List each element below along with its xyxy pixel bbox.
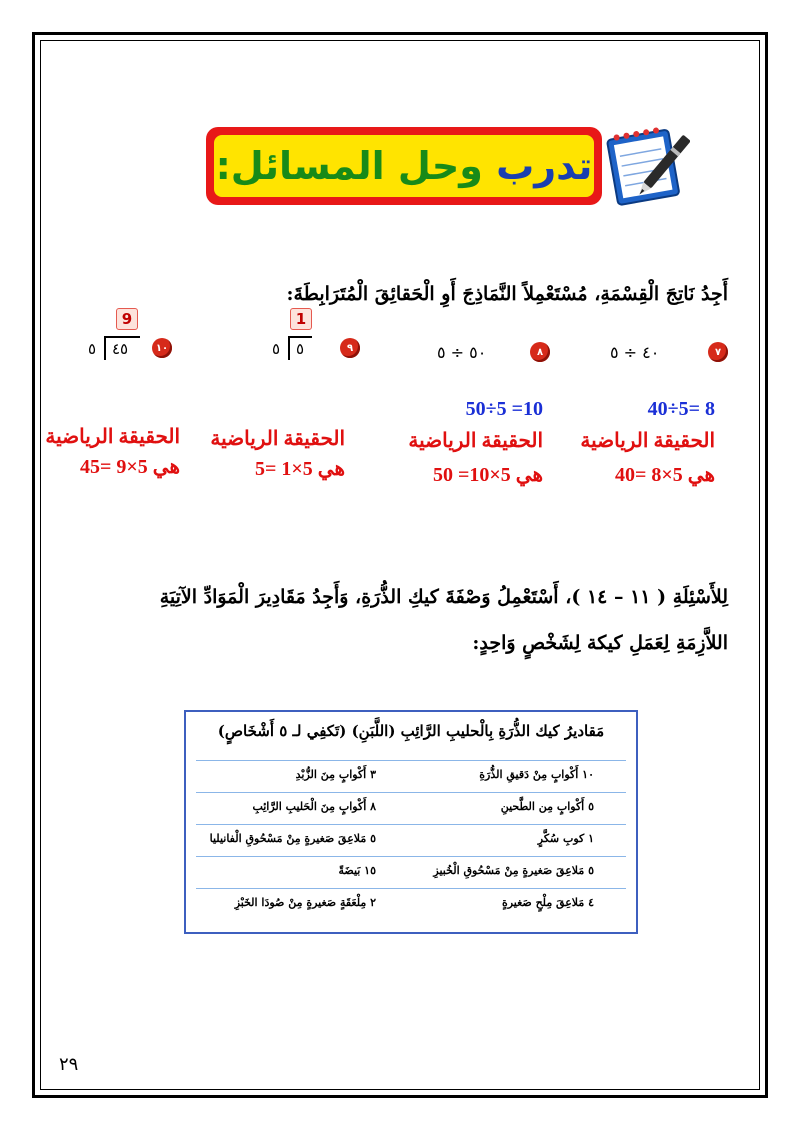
recipe-item: ١٥ بَيضَةً bbox=[338, 864, 376, 877]
exercise-9-fact: هي 5×1 =5 bbox=[254, 458, 345, 480]
exercise-7-badge: ٧ bbox=[708, 342, 728, 362]
title-banner bbox=[206, 127, 602, 205]
division-vinculum bbox=[104, 336, 140, 338]
table-row bbox=[196, 856, 626, 887]
exercise-8-answer-line: 50÷5 =10 bbox=[465, 398, 543, 420]
recipe-table bbox=[184, 710, 638, 934]
recipe-item: ٨ أَكْوابٍ مِنَ الْحَليبِ الرَّائِبِ bbox=[252, 800, 376, 813]
division-bracket bbox=[288, 336, 290, 360]
recipe-item: ٤ مَلاعِقَ مِلْحٍ صَغيرةٍ bbox=[501, 896, 594, 909]
exercise-8-fact: هي 5×10= 50 bbox=[432, 464, 543, 486]
exercise-9-fact-label: الحقيقة الرياضية bbox=[210, 428, 345, 450]
page-number: ٢٩ bbox=[59, 1054, 79, 1075]
question-2-line-2: اللاَّزِمَةِ لِعَمَلِ كيكة لِشَخْصٍ وَاحِدٍ: bbox=[472, 632, 728, 654]
exercise-10-divisor: ٥ bbox=[88, 340, 97, 358]
recipe-item: ٥ مَلاعِقَ صَغيرةٍ مِنْ مَسْحُوقِ الْخُبيزِ bbox=[433, 864, 594, 877]
exercise-10-fact-label: الحقيقة الرياضية bbox=[45, 426, 180, 448]
exercise-9-divisor: ٥ bbox=[272, 340, 281, 358]
exercise-10-badge: ١٠ bbox=[152, 338, 172, 358]
page-title bbox=[216, 144, 593, 188]
exercise-10-dividend: ٤٥ bbox=[112, 340, 129, 358]
question-1-instruction: أَجِدُ نَاتِجَ الْقِسْمَةِ، مُسْتَعْمِلاً النَّمَاذِجَ أَوِ الْحَقائِقَ الْمُتَرَابِطَةَ: bbox=[286, 283, 728, 305]
exercise-9-answer: 1 bbox=[290, 308, 312, 330]
recipe-item: ٢ مِلْعَقَةٍ صَغيرةٍ مِنْ صُودَا الخَبْزِ bbox=[234, 896, 376, 909]
notepad-pen-icon bbox=[600, 120, 690, 212]
recipe-item: ٥ مَلاعِقَ صَغيرةٍ مِنْ مَسْحُوقِ الْفانيليا bbox=[209, 832, 376, 845]
exercise-7-fact-label: الحقيقة الرياضية bbox=[580, 430, 715, 452]
recipe-title: مَقاديرُ كيك الذُّرَةِ بِالْحليبِ الرَّائِبِ (اللَّبَنِ) (تَكفِي لـ ٥ أَشْخَاصٍ) bbox=[217, 722, 605, 740]
table-row bbox=[196, 792, 626, 823]
exercise-9-long-division bbox=[272, 336, 312, 360]
exercise-7-answer-line: 40÷5= 8 bbox=[647, 398, 715, 420]
question-2-instruction bbox=[88, 574, 728, 666]
question-2-line-1: لِلأَسْئِلَةِ ( ١١ – ١٤ )، أَسْتَعْمِلُ وَصْفَةَ كيكِ الذُّرَةِ، وَأَجِدُ مَقَادِيرَ الْمَوَادِّ الآتِيَةِ bbox=[159, 586, 728, 608]
table-row bbox=[196, 824, 626, 855]
table-row bbox=[196, 888, 626, 919]
recipe-item: ٥ أَكْوابٍ مِن الطَّحينِ bbox=[500, 800, 594, 813]
exercise-10-long-division bbox=[88, 336, 144, 360]
exercise-9-dividend: ٥ bbox=[296, 340, 305, 358]
exercise-8-expression: ٥٠ ÷ ٥ bbox=[437, 343, 487, 362]
recipe-item: ١ كوبِ سُكَّرٍ bbox=[537, 832, 594, 845]
exercise-10-fact: هي 5×9 =45 bbox=[79, 456, 180, 478]
table-row bbox=[196, 760, 626, 791]
title-part-1: تدرب bbox=[496, 144, 593, 188]
recipe-item: ٣ أَكْوابٍ مِنَ الزُّبْدِ bbox=[295, 768, 376, 781]
recipe-item: ١٠ أَكْوابٍ مِنْ دَقيقِ الذُّرَةِ bbox=[479, 768, 594, 781]
division-vinculum bbox=[288, 336, 312, 338]
exercise-9-badge: ٩ bbox=[340, 338, 360, 358]
exercise-8-fact-label: الحقيقة الرياضية bbox=[408, 430, 543, 452]
title-part-2: وحل المسائل: bbox=[215, 144, 483, 188]
exercise-10-answer: 9 bbox=[116, 308, 138, 330]
title-banner-inner bbox=[214, 135, 594, 197]
exercise-8-badge: ٨ bbox=[530, 342, 550, 362]
division-bracket bbox=[104, 336, 106, 360]
exercise-7-expression: ٤٠ ÷ ٥ bbox=[610, 343, 660, 362]
exercise-7-fact: هي 5×8 =40 bbox=[614, 464, 715, 486]
